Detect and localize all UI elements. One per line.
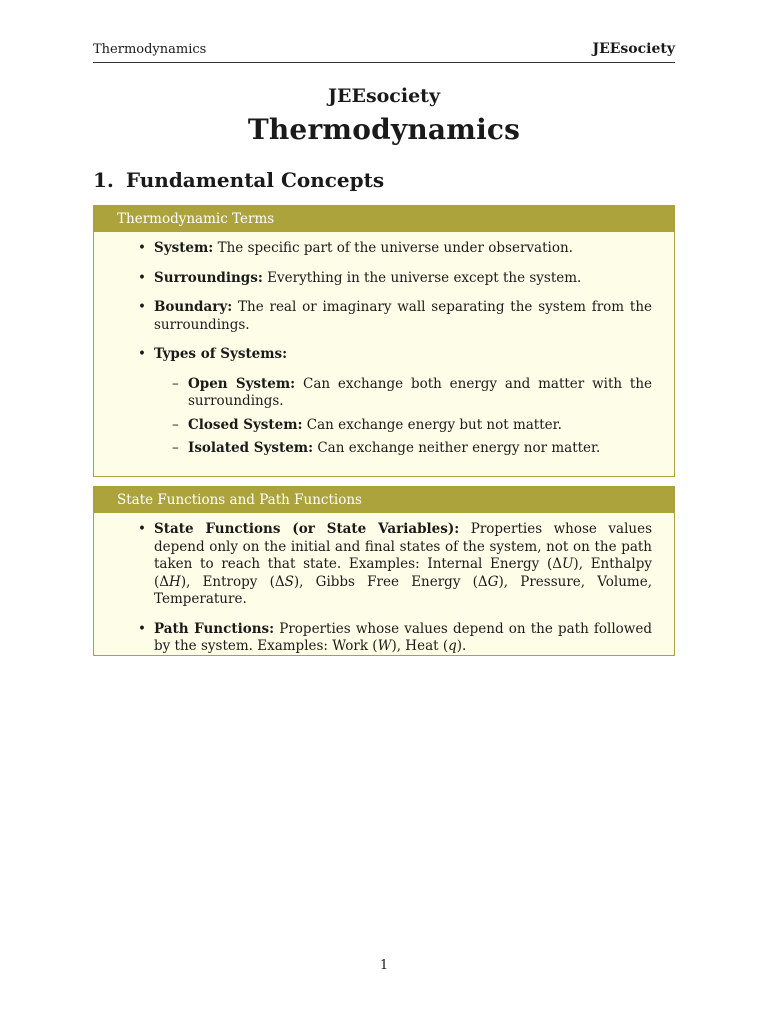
- running-header-left: Thermodynamics: [93, 42, 207, 57]
- term-label: System:: [154, 240, 214, 256]
- list-item: [138, 346, 653, 458]
- function-list: [116, 521, 652, 656]
- page-number: 1: [379, 958, 389, 973]
- state-path-functions-box: [93, 486, 675, 656]
- term-description: ), Pressure, Volume, Temperature.: [154, 573, 653, 607]
- section-heading: [93, 166, 384, 194]
- math-variable: U: [562, 556, 574, 572]
- math-variable: G: [487, 573, 499, 590]
- term-description: The real or imaginary wall separating the system from the surroundings.: [154, 299, 652, 333]
- math-variable: S: [284, 573, 294, 590]
- term-description: The specific part of the universe under observation.: [217, 240, 573, 256]
- term-list: [116, 240, 652, 458]
- title-block: [93, 84, 675, 150]
- list-item: [138, 521, 653, 609]
- math-variable: q: [448, 638, 457, 654]
- dash-icon: –: [172, 440, 179, 456]
- system-types-list: [154, 376, 652, 458]
- term-description: ).: [456, 638, 467, 654]
- bullet-icon: •: [138, 269, 146, 286]
- term-description: ), Entropy (Δ: [180, 573, 285, 590]
- section-title: Fundamental Concepts: [125, 168, 385, 192]
- term-description: Can exchange neither energy nor matter.: [317, 440, 601, 456]
- math-variable: W: [377, 638, 392, 654]
- box-body: [94, 513, 674, 672]
- term-description: Everything in the universe except the system.: [267, 269, 582, 286]
- term-description: Can exchange both energy and matter with the surroundings.: [188, 375, 653, 409]
- term-label: Boundary:: [154, 299, 233, 315]
- term-description: Properties whose values depend on the path followed by the system. Examples: Work (: [154, 620, 652, 654]
- bullet-icon: •: [138, 240, 146, 256]
- list-item: [138, 269, 652, 288]
- box-title: Thermodynamic Terms: [94, 206, 674, 232]
- bullet-icon: •: [138, 299, 146, 315]
- box-body: [94, 232, 674, 468]
- running-header-right: JEEsociety: [592, 41, 675, 57]
- term-label: Types of Systems:: [154, 346, 288, 362]
- term-label: Path Functions:: [154, 620, 275, 637]
- list-item: [138, 620, 652, 656]
- list-item: [172, 375, 653, 411]
- brand-name: JEEsociety: [327, 85, 440, 107]
- list-item: [138, 240, 652, 258]
- term-label: Closed System:: [188, 416, 303, 433]
- section-number: 1.: [93, 168, 114, 192]
- dash-icon: –: [172, 375, 179, 392]
- list-item: [172, 416, 652, 435]
- term-label: Open System:: [188, 375, 296, 392]
- bullet-icon: •: [138, 521, 146, 537]
- document-title: Thermodynamics: [247, 113, 521, 146]
- box-title: State Functions and Path Functions: [94, 487, 674, 513]
- term-label: State Functions (or State Variables):: [154, 521, 460, 537]
- running-header: [93, 40, 675, 63]
- term-label: Surroundings:: [154, 269, 263, 286]
- term-description: Properties whose values depend only on the initial and final states of the system, not on the path taken to reach that state. Examples: Internal Energy (Δ: [154, 521, 652, 572]
- term-description: Can exchange energy but not matter.: [306, 416, 562, 433]
- dash-icon: –: [172, 416, 179, 433]
- thermodynamic-terms-box: [93, 205, 675, 477]
- math-variable: H: [169, 573, 181, 590]
- term-description: ), Heat (: [391, 638, 449, 654]
- list-item: [172, 440, 652, 458]
- term-description: ), Gibbs Free Energy (Δ: [293, 573, 488, 590]
- term-description: ), Enthalpy (Δ: [154, 556, 652, 590]
- list-item: [138, 299, 652, 334]
- bullet-icon: •: [138, 620, 146, 637]
- term-label: Isolated System:: [188, 440, 314, 456]
- bullet-icon: •: [138, 346, 146, 362]
